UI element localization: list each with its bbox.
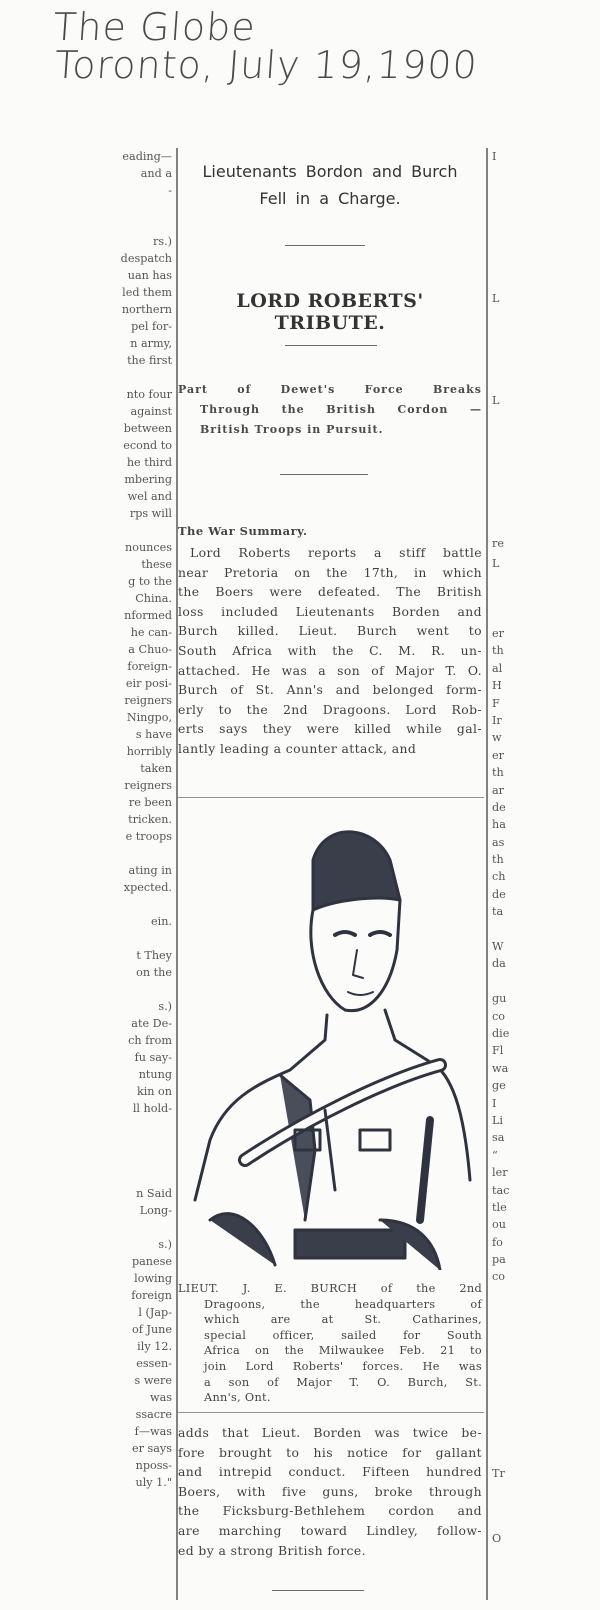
fragment-line xyxy=(86,930,172,947)
fragment-line: against xyxy=(130,405,172,418)
fragment-line: mbering xyxy=(124,473,172,486)
fragment-line: ge xyxy=(492,1079,506,1093)
fragment-line: foreign- xyxy=(127,660,172,673)
fragment-line: was xyxy=(150,1391,172,1404)
fragment-line: wa xyxy=(492,1061,509,1075)
fragment-line: he third xyxy=(126,456,172,469)
fragment-line: panese xyxy=(131,1255,172,1268)
section-heading: The War Summary. xyxy=(178,524,308,538)
fragment-line: tac xyxy=(492,1183,510,1197)
fragment-line: and a xyxy=(140,167,172,180)
text-line: Boers, with five guns, broke through xyxy=(178,1483,482,1499)
fragment-line: I xyxy=(492,150,497,163)
article-deck xyxy=(178,380,482,440)
fragment-line: L xyxy=(492,557,500,570)
fragment-line xyxy=(86,1219,172,1236)
caption-line: Africa on the Milwaukee Feb. 21 to xyxy=(204,1344,482,1358)
fragment-line: northern xyxy=(121,303,172,316)
fragment-line: taken xyxy=(140,762,172,775)
text-line: and intrepid conduct. Fifteen hundred xyxy=(178,1464,482,1480)
fragment-line: he can- xyxy=(130,626,172,639)
fragment-line: t They xyxy=(136,949,172,962)
fragment-line: re been xyxy=(128,796,172,809)
portrait-illustration xyxy=(185,800,475,1270)
fragment-line: Li xyxy=(492,1113,504,1127)
text-line: the Ficksburg-Bethlehem cordon and xyxy=(178,1503,482,1519)
fragment-line: these xyxy=(141,558,172,571)
fragment-line xyxy=(86,845,172,862)
fragment-line: nposs- xyxy=(135,1459,172,1472)
fragment-line: ating in xyxy=(128,864,172,877)
fragment-line: econd to xyxy=(123,439,172,452)
fragment-line: uly 1." xyxy=(135,1476,172,1489)
fragment-line: eading— xyxy=(122,150,172,163)
fragment-line: reigners xyxy=(124,694,172,707)
fragment-line: ein. xyxy=(151,915,172,928)
fragment-line: th xyxy=(492,853,504,867)
fragment-line xyxy=(86,1117,172,1134)
fragment-line: sa xyxy=(492,1131,505,1145)
fragment-line: s.) xyxy=(158,1238,172,1251)
fragment-line xyxy=(492,921,532,938)
fragment-line: Ir xyxy=(492,713,502,727)
fragment-block xyxy=(492,148,532,165)
fragment-line: co xyxy=(492,1009,506,1023)
fragment-line: the first xyxy=(127,354,172,367)
caption-line: join Lord Roberts' forces. He was xyxy=(204,1359,482,1373)
divider xyxy=(285,245,365,246)
fragment-line xyxy=(492,973,532,990)
fragment-line: g to the xyxy=(128,575,172,588)
fragment-line: F xyxy=(492,696,500,710)
fragment-line xyxy=(86,369,172,386)
fragment-line: - xyxy=(168,184,172,197)
fragment-line: “ xyxy=(492,1148,498,1162)
fragment-line: fo xyxy=(492,1235,503,1249)
fragment-line: ily 12. xyxy=(137,1340,172,1353)
headline-line-2: Fell in a Charge. xyxy=(259,189,401,208)
fragment-line: ssacre xyxy=(135,1408,172,1421)
fragment-block xyxy=(492,392,532,409)
fragment-line: w xyxy=(492,731,502,745)
fragment-block xyxy=(492,535,532,552)
text-line: erts says they were killed while gal- xyxy=(178,721,482,737)
deck-line-1: Part of Dewet's Force Breaks xyxy=(178,383,482,396)
fragment-line: n Said xyxy=(136,1187,172,1200)
fragment-line: Fl xyxy=(492,1044,504,1058)
paragraph-1 xyxy=(178,543,482,759)
fragment-line: s have xyxy=(135,728,172,741)
source-place-date: Toronto, July 19,1900 xyxy=(53,43,480,87)
text-line: lantly leading a counter attack, and xyxy=(178,740,417,756)
fragment-line: China. xyxy=(135,592,172,605)
fragment-line: re xyxy=(492,537,504,550)
fragment-line: foreign xyxy=(131,1289,172,1302)
main-heading: LORD ROBERTS' TRIBUTE. xyxy=(236,290,424,334)
caption-line: a son of Major T. O. Burch, St. xyxy=(204,1375,482,1389)
text-line: the Boers were defeated. The British xyxy=(178,584,482,600)
fragment-line: ate De- xyxy=(131,1017,172,1030)
fragment-line: ch from xyxy=(128,1034,172,1047)
text-line: loss included Lieutenants Borden and xyxy=(178,603,482,619)
fragment-line: W xyxy=(492,940,504,954)
fragment-line xyxy=(86,896,172,913)
column-rule-right xyxy=(486,148,488,1600)
fragment-line: gu xyxy=(492,992,507,1006)
fragment-line: pel for- xyxy=(131,320,172,333)
text-line: adds that Lieut. Borden was twice be- xyxy=(178,1425,482,1440)
caption-line: Ann's, Ont. xyxy=(204,1391,271,1405)
fragment-line: ha xyxy=(492,818,506,832)
fragment-line: nformed xyxy=(124,609,172,622)
fragment-line: da xyxy=(492,957,506,971)
fragment-line: fu say- xyxy=(134,1051,172,1064)
text-line: near Pretoria on the 17th, in which xyxy=(178,564,482,580)
text-line: South Africa with the C. M. R. un- xyxy=(178,642,482,658)
fragment-line: co xyxy=(492,1270,506,1284)
fragment-line: th xyxy=(492,766,504,780)
fragment-line: Long- xyxy=(139,1204,172,1217)
fragment-line: er xyxy=(492,627,504,640)
text-line: ed by a strong British force. xyxy=(178,1542,366,1558)
caption-line: Dragoons, the headquarters of xyxy=(204,1297,482,1311)
fragment-line: ll hold- xyxy=(132,1102,172,1115)
fragment-block xyxy=(492,1465,532,1482)
fragment-line: kin on xyxy=(136,1085,172,1098)
fragment-line: de xyxy=(492,887,506,901)
fragment-line: O xyxy=(492,1532,502,1545)
fragment-line xyxy=(86,1151,172,1168)
fragment-line xyxy=(86,522,172,539)
fragment-line: essen- xyxy=(136,1357,172,1370)
text-line: are marching toward Lindley, follow- xyxy=(178,1522,482,1538)
fragment-line: L xyxy=(492,292,500,305)
fragment-line xyxy=(86,199,172,216)
text-line: Burch of St. Ann's and belonged form- xyxy=(178,682,482,698)
fragment-line: led them xyxy=(122,286,172,299)
divider xyxy=(178,1412,484,1413)
fragment-line xyxy=(86,1168,172,1185)
text-line: attached. He was a son of Major T. O. xyxy=(178,662,482,678)
paragraph-2 xyxy=(178,1423,482,1560)
handwritten-source-note xyxy=(49,5,481,87)
fragment-line: reigners xyxy=(124,779,172,792)
fragment-line xyxy=(86,981,172,998)
source-publication: The Globe xyxy=(51,5,258,49)
fragment-line: wel and xyxy=(127,490,172,503)
fragment-line: L xyxy=(492,394,500,407)
fragment-block xyxy=(492,290,532,307)
deck-line-3: British Troops in Pursuit. xyxy=(200,423,384,436)
fragment-line: rps will xyxy=(129,507,172,520)
fragment-line: Ningpo, xyxy=(126,711,172,724)
text-line: erly to the 2nd Dragoons. Lord Rob- xyxy=(178,701,482,717)
fragment-block xyxy=(492,625,532,1286)
fragment-block xyxy=(492,1530,532,1547)
fragment-line: tle xyxy=(492,1200,507,1214)
fragment-line xyxy=(86,216,172,233)
fragment-line: eir posi- xyxy=(125,677,172,690)
fragment-block xyxy=(492,555,532,572)
fragment-line: ntung xyxy=(138,1068,172,1081)
fragment-line: al xyxy=(492,661,503,675)
fragment-line: tricken. xyxy=(128,813,172,826)
fragment-line: ch xyxy=(492,870,506,884)
fragment-line: er xyxy=(492,748,504,762)
fragment-line: a Chuo- xyxy=(128,643,172,656)
text-line: fore brought to his notice for gallant xyxy=(178,1444,482,1460)
fragment-line: ler xyxy=(492,1166,508,1180)
fragment-line: die xyxy=(492,1026,510,1040)
adjacent-column-left xyxy=(86,148,172,1491)
fragment-line: s.) xyxy=(158,1000,172,1013)
fragment-line: s were xyxy=(134,1374,172,1387)
text-line: Burch killed. Lieut. Burch went to xyxy=(178,623,482,639)
caption-line: special officer, sailed for South xyxy=(204,1328,482,1342)
fragment-line: xpected. xyxy=(123,881,172,894)
divider xyxy=(280,474,368,475)
divider xyxy=(178,797,484,798)
fragment-line: ou xyxy=(492,1218,506,1232)
fragment-line: of June xyxy=(132,1323,172,1336)
fragment-line: n army, xyxy=(130,337,172,350)
headline-line-1: Lieutenants Bordon and Burch xyxy=(202,162,458,181)
fragment-line: de xyxy=(492,800,506,814)
portrait-caption xyxy=(178,1281,482,1406)
divider xyxy=(285,345,377,346)
fragment-line: th xyxy=(492,644,504,658)
article-headline xyxy=(178,158,482,212)
fragment-line: pa xyxy=(492,1253,506,1267)
caption-line: LIEUT. J. E. BURCH of the 2nd xyxy=(178,1282,482,1295)
divider xyxy=(272,1590,364,1591)
fragment-line: horribly xyxy=(126,745,172,758)
fragment-line: e troops xyxy=(125,830,172,843)
fragment-line: between xyxy=(123,422,172,435)
fragment-line: despatch xyxy=(120,252,172,265)
fragment-line: Tr xyxy=(492,1467,505,1480)
fragment-line: H xyxy=(492,679,502,693)
fragment-line: I xyxy=(492,1096,497,1110)
fragment-line: er says xyxy=(132,1442,172,1455)
fragment-line: on the xyxy=(136,966,172,979)
text-line: Lord Roberts reports a stiff battle xyxy=(190,545,482,560)
fragment-line: ta xyxy=(492,905,504,919)
fragment-line: nto four xyxy=(126,388,172,401)
fragment-line: rs.) xyxy=(152,235,172,248)
fragment-line: l (Jap- xyxy=(138,1306,172,1319)
caption-line: which are at St. Catharines, xyxy=(204,1313,482,1327)
fragment-line: f—was xyxy=(134,1425,172,1438)
fragment-line: nounces xyxy=(125,541,172,554)
fragment-line: ar xyxy=(492,783,505,797)
fragment-line: uan has xyxy=(127,269,172,282)
fragment-line: as xyxy=(492,835,505,849)
deck-line-2: Through the British Cordon — xyxy=(200,403,482,416)
fragment-line xyxy=(86,1134,172,1151)
fragment-line: lowing xyxy=(134,1272,172,1285)
